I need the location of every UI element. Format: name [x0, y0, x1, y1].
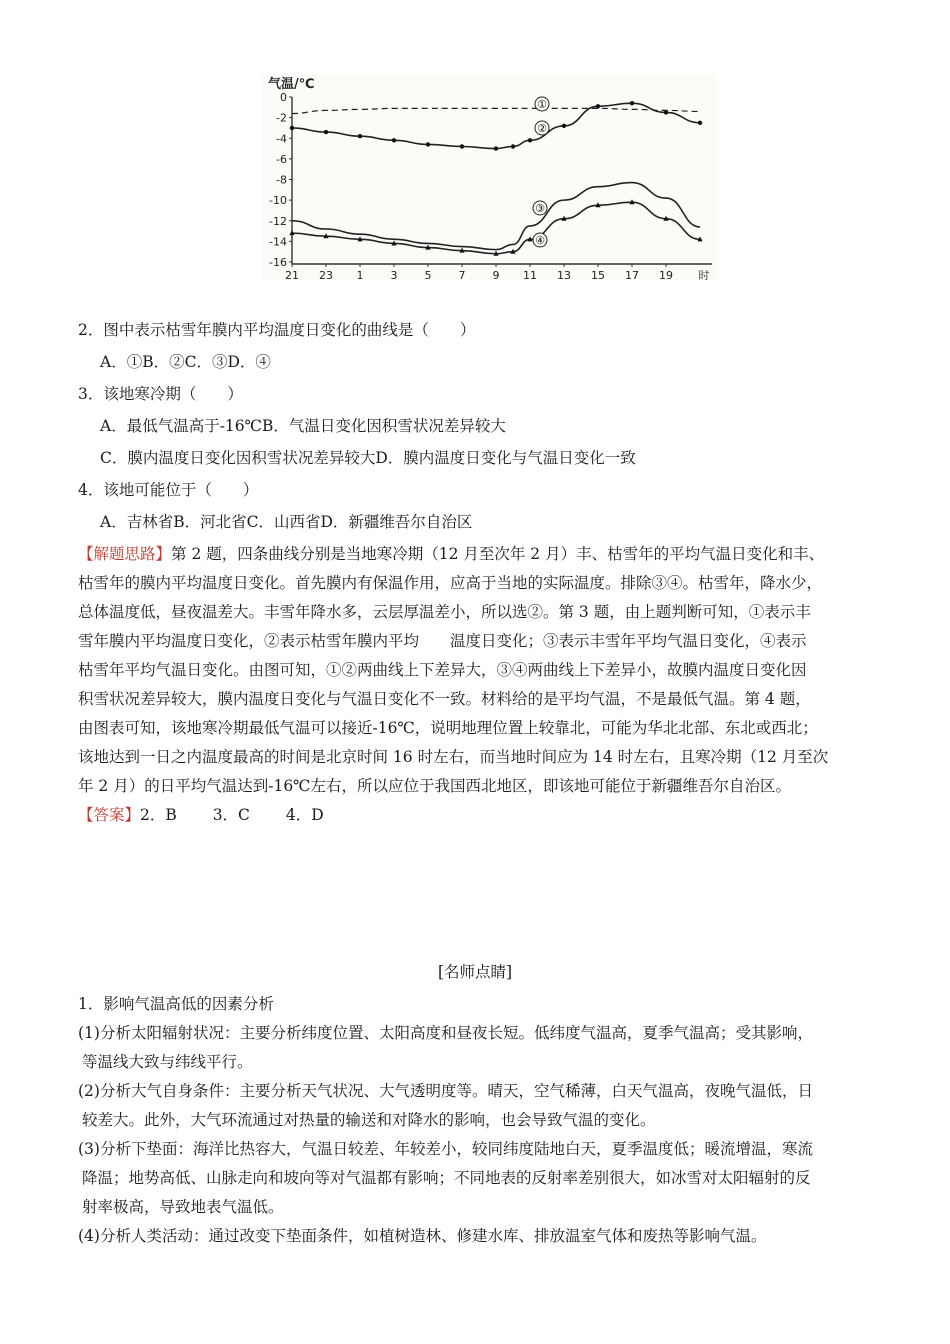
question-2-options: A．①B．②C．③D．④	[100, 353, 271, 371]
question-3-options-ab: A．最低气温高于-16℃B．气温日变化因积雪状况差异较大	[100, 417, 506, 435]
x-tick-label: 21	[285, 269, 299, 280]
analysis-line: 该地达到一日之内温度最高的时间是北京时间 16 时左右，而当地时间应为 14 时左右，且寒冷期（12 月至次	[78, 748, 829, 766]
tips-line: (4)分析人类活动：通过改变下垫面条件，如植树造林、修建水库、排放温室气体和废热等影响气温。	[78, 1227, 767, 1245]
question-2: 2．图中表示枯雪年膜内平均温度日变化的曲线是（ ）	[78, 321, 476, 339]
analysis-line: 总体温度低，昼夜温差大。丰雪年降水多，云层厚温差小，所以选②。第 3 题，由上题判断可知，①表示丰	[78, 603, 811, 621]
series-line-1	[292, 108, 700, 113]
x-tick-label: 11	[523, 269, 537, 280]
analysis-line: 由图表可知，该地寒冷期最低气温可以接近-16℃，说明地理位置上较靠北，可能为华北北部、东北或西北；	[78, 719, 818, 737]
tips-heading: 1．影响气温高低的因素分析	[78, 995, 274, 1013]
y-tick-label: -4	[276, 132, 287, 146]
data-point	[511, 144, 515, 148]
data-point	[698, 121, 702, 125]
x-tick-label: 19	[659, 269, 673, 280]
tips-line: (3)分析下垫面：海洋比热容大，气温日较差、年较差小，较同纬度陆地白天，夏季温度低；暖流增温，寒流	[78, 1140, 813, 1158]
data-point	[426, 142, 430, 146]
x-tick-label: 17	[625, 269, 639, 280]
data-point	[596, 104, 600, 108]
y-tick-label: -8	[276, 173, 287, 187]
y-tick-label: -6	[276, 152, 287, 166]
tips-line: 等温线大致与纬线平行。	[82, 1053, 253, 1071]
data-point	[494, 146, 498, 150]
data-point	[324, 130, 328, 134]
data-point	[562, 124, 566, 128]
analysis-line	[78, 540, 878, 569]
y-axis-label: 气温/℃	[268, 77, 315, 92]
y-tick-label: -16	[269, 256, 287, 269]
data-point	[630, 101, 634, 105]
data-point	[664, 110, 668, 114]
tips-line: 较差大。此外，大气环流通过对热量的输送和对降水的影响，也会导致气温的变化。	[82, 1111, 656, 1129]
x-axis-label: 时	[698, 269, 710, 280]
answer-line	[78, 801, 878, 830]
temperature-chart	[262, 74, 717, 280]
analysis-line: 枯雪年平均气温日变化。由图可知，①②两曲线上下差异大，③④两曲线上下差异小，故膜内温度日变化因	[78, 661, 807, 679]
tips-block	[78, 990, 878, 1251]
question-3: 3．该地寒冷期（ ）	[78, 385, 243, 403]
series-label: ③	[535, 202, 545, 215]
question-4: 4．该地可能位于（ ）	[78, 481, 259, 499]
series-label: ①	[537, 98, 547, 111]
analysis-line: 年 2 月）的日平均气温达到-16℃左右，所以应位于我国西北地区，即该地可能位于新疆维吾尔自治区。	[78, 777, 792, 795]
y-ticks	[269, 91, 292, 269]
data-point	[528, 138, 532, 142]
answer-text: 2．B 3．C 4．D	[140, 806, 324, 824]
question-4-options: A．吉林省B．河北省C．山西省D．新疆维吾尔自治区	[100, 513, 473, 531]
x-tick-label: 1	[356, 269, 364, 280]
x-tick-label: 9	[492, 269, 500, 280]
data-point	[358, 134, 362, 138]
data-point	[290, 126, 294, 130]
analysis-block	[78, 540, 878, 830]
x-tick-label: 13	[557, 269, 571, 280]
x-tick-label: 23	[319, 269, 333, 280]
x-tick-label: 15	[591, 269, 605, 280]
data-point	[392, 138, 396, 142]
x-tick-label: 3	[390, 269, 398, 280]
y-tick-label: 0	[280, 91, 287, 104]
analysis-line: 枯雪年的膜内平均温度日变化。首先膜内有保温作用，应高于当地的实际温度。排除③④。枯雪年，降水少，	[78, 574, 823, 592]
analysis-text: 第 2 题，四条曲线分别是当地寒冷期（12 月至次年 2 月）丰、枯雪年的平均气温日变化和丰、	[171, 545, 825, 563]
series-label: ④	[535, 234, 545, 247]
tips-line: (1)分析太阳辐射状况：主要分析纬度位置、太阳高度和昼夜长短。低纬度气温高，夏季气温高；受其影响，	[78, 1024, 813, 1042]
y-tick-label: -10	[269, 194, 287, 208]
analysis-tag: 【解题思路】	[78, 545, 172, 563]
x-tick-label: 5	[424, 269, 432, 280]
series-label: ②	[537, 122, 547, 135]
answer-tag: 【答案】	[78, 806, 141, 824]
tips-title: [名师点睛]	[437, 963, 513, 981]
tips-line: (2)分析大气自身条件：主要分析天气状况、大气透明度等。晴天，空气稀薄，白天气温高，夜晚气温低，日	[78, 1082, 813, 1100]
tips-line: 射率极高，导致地表气温低。	[82, 1198, 284, 1216]
analysis-line: 积雪状况差异较大，膜内温度日变化与气温日变化不一致。材料给的是平均气温，不是最低气温。第 4 题，	[78, 690, 811, 708]
series-line-4	[292, 202, 700, 254]
y-tick-label: -2	[276, 111, 287, 125]
x-ticks	[285, 264, 710, 280]
question-3-options-cd: C．膜内温度日变化因积雪状况差异较大D．膜内温度日变化与气温日变化一致	[100, 449, 636, 467]
chart-series	[289, 101, 702, 256]
data-point	[460, 144, 464, 148]
tips-line: 降温；地势高低、山脉走向和坡向等对气温都有影响；不同地表的反射率差别很大，如冰雪对太阳辐射的反	[82, 1169, 811, 1187]
y-tick-label: -14	[269, 235, 287, 249]
analysis-line: 雪年膜内平均温度日变化，②表示枯雪年膜内平均 温度日变化；③表示丰雪年平均气温日变化，④表示	[78, 632, 807, 650]
y-tick-label: -12	[269, 214, 287, 228]
x-tick-label: 7	[458, 269, 466, 280]
